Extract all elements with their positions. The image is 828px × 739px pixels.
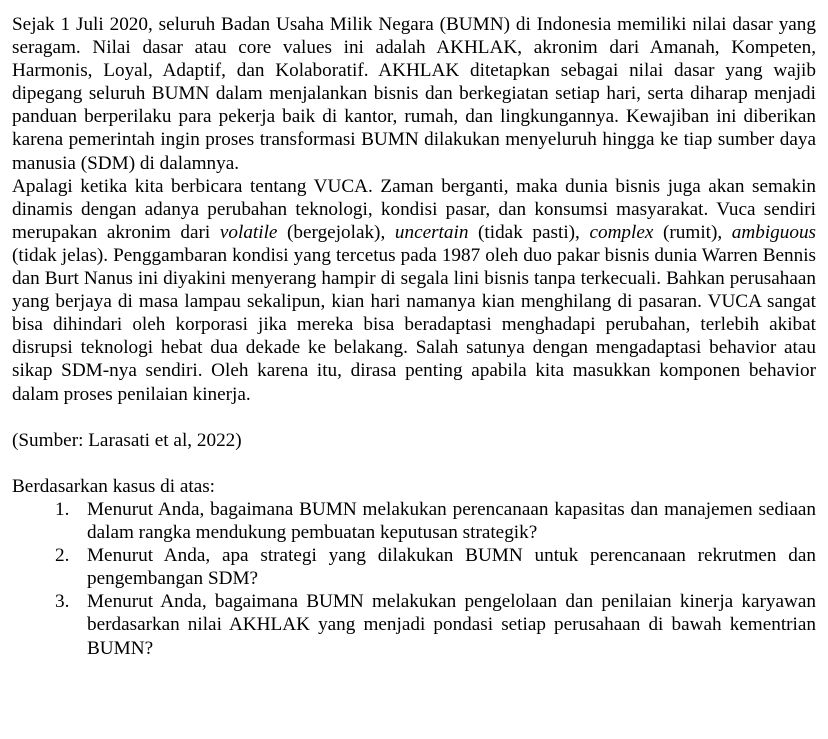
list-item-text: Menurut Anda, apa strategi yang dilakukan BUMN untuk perencanaan rekrutmen dan pengembangan SDM? bbox=[87, 545, 816, 590]
list-item-marker: 1. bbox=[55, 498, 70, 520]
term-uncertain: uncertain bbox=[394, 221, 469, 243]
term-volatile: volatile bbox=[219, 221, 278, 243]
paragraph-2-text-part-1: Apalagi ketika kita berbicara tentang VUCA. Zaman berganti, maka dunia bisnis juga akan semakin dinamis dengan adanya perubahan teknologi, kondisi pasar, dan konsumsi masyarakat. Vuca sendiri merupakan akronim dari bbox=[12, 175, 816, 243]
list-item-marker: 2. bbox=[55, 545, 70, 567]
list-item bbox=[12, 590, 816, 659]
paragraph-2-text-part-4: (rumit), bbox=[653, 221, 732, 243]
list-item bbox=[12, 544, 816, 590]
blank-line-before-source bbox=[12, 406, 816, 429]
list-item bbox=[12, 498, 816, 544]
document-body bbox=[12, 13, 816, 660]
term-complex: complex bbox=[589, 221, 654, 243]
blank-line-before-instruction bbox=[12, 452, 816, 475]
list-item-marker: 3. bbox=[55, 591, 70, 613]
list-item-text: Menurut Anda, bagaimana BUMN melakukan pengelolaan dan penilaian kinerja karyawan berdasarkan nilai AKHLAK yang menjadi pondasi setiap perusahaan di bawah kementrian BUMN? bbox=[87, 591, 816, 659]
source-citation: (Sumber: Larasati et al, 2022) bbox=[12, 429, 242, 451]
paragraph-2-text-part-3: (tidak pasti), bbox=[468, 221, 590, 243]
paragraph-2-text-part-5: (tidak jelas). Penggambaran kondisi yang tercetus pada 1987 oleh duo pakar bisnis dunia Warren Bennis dan Burt Nanus ini diyakini menyerang hampir di segala lini bisnis tanpa terkecuali. Bahkan perusahaan yang berjaya di masa lampau sekalipun, kian hari namanya kian menghilang di pasaran. VUCA sangat bisa dihindari oleh korporasi jika mereka bisa beradaptasi menghadapi perubahan, terlebih akibat disrupsi teknologi hebat dua dekade ke belakang. Salah satunya dengan mengadaptasi behavior atau sikap SDM-nya sendiri. Oleh karena itu, dirasa penting apabila kita masukkan komponen behavior dalam proses penilaian kinerja. bbox=[12, 244, 816, 405]
question-list bbox=[12, 498, 816, 660]
instruction-line: Berdasarkan kasus di atas: bbox=[12, 475, 216, 497]
paragraph-2 bbox=[12, 175, 816, 406]
list-item-text: Menurut Anda, bagaimana BUMN melakukan perencanaan kapasitas dan manajemen sediaan dalam rangka mendukung pembuatan keputusan strategik? bbox=[87, 498, 816, 544]
paragraph-1 bbox=[12, 13, 816, 175]
paragraph-2-text-part-2: (bergejolak), bbox=[277, 221, 395, 243]
paragraph-1-text: Sejak 1 Juli 2020, seluruh Badan Usaha Milik Negara (BUMN) di Indonesia memiliki nilai dasar yang seragam. Nilai dasar atau core values ini adalah AKHLAK, akronim dari Amanah, Kompeten, Harmonis, Loyal, Adaptif, dan Kolaboratif. AKHLAK ditetapkan sebagai nilai dasar yang wajib dipegang seluruh BUMN dalam menjalankan bisnis dan berkegiatan setiap hari, serta diharap menjadi panduan berperilaku para pekerja baik di kantor, rumah, dan lingkungannya. Kewajiban ini diberikan karena pemerintah ingin proses transformasi BUMN dilakukan menyeluruh hingga ke tiap sumber daya manusia (SDM) di dalamnya. bbox=[12, 14, 816, 174]
term-ambiguous: ambiguous bbox=[731, 221, 817, 243]
